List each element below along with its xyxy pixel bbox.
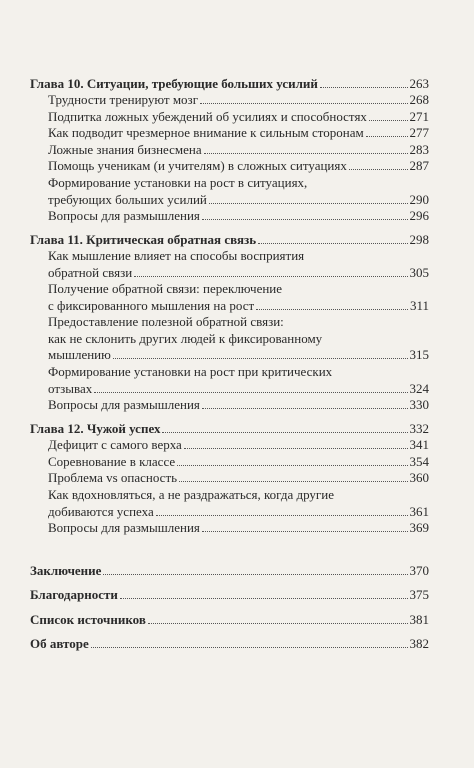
toc-entry-title: Глава 10. Ситуации, требующие больших усилий [30,76,318,91]
toc-entry-row [48,192,429,207]
dot-leader [120,598,408,599]
dot-leader [94,392,407,393]
toc-entry-row [48,520,429,535]
dot-leader [209,203,408,204]
toc-entry-row [30,636,429,651]
toc-page-number: 341 [409,437,429,452]
toc-entry-title: Список источников [30,612,146,627]
toc-entry-row [30,421,429,436]
toc-entry-title: Соревнование в классе [48,454,176,469]
dot-leader [162,432,407,433]
toc-entry-row [48,504,429,519]
toc-entry-row [48,298,429,313]
toc-entry-title: Глава 11. Критическая обратная связь [30,232,257,247]
toc-page-number: 354 [409,454,429,469]
toc-page-number: 360 [409,470,429,485]
toc-entry-row [48,125,429,140]
dot-leader [156,515,408,516]
toc-page-number: 381 [409,612,429,627]
toc-entry-title-line: Предоставление полезной обратной связи: [48,314,284,329]
toc-entry-row [48,158,429,173]
dot-leader [177,465,407,466]
toc-entry-title: Как подводит чрезмерное внимание к сильным сторонам [48,125,364,140]
toc-page-number: 332 [409,421,429,436]
toc-entry-title: Проблема vs опасность [48,470,178,485]
toc-entry-row [48,454,429,469]
toc-entry-title: мышлению [48,347,111,363]
toc-page-number: 283 [409,142,429,157]
dot-leader [320,87,408,88]
toc-entry-title-line: Как мышление влияет на способы восприятия [48,248,305,263]
toc-entry-title: отзывах [48,380,93,396]
toc-page-number: 290 [409,191,429,207]
toc-entry-title: требующих больших усилий [48,191,207,207]
toc-entry-title: Заключение [30,563,102,578]
dot-leader [103,574,407,575]
toc-entry-row [48,381,429,396]
dot-leader [369,120,408,121]
dot-leader [148,623,408,624]
toc-entry-title: Подпитка ложных убеждений об усилиях и способностях [48,109,367,124]
toc-entry-title: Трудности тренируют мозг [48,92,199,107]
dot-leader [204,153,408,154]
toc-entry-title-line: как не склонить других людей к фиксированному [48,330,323,346]
toc-entry-title: обратной связи [48,264,133,280]
toc-entry-title-line: Получение обратной связи: переключение [48,281,283,296]
toc-entry-title: с фиксированного мышления на рост [48,297,255,313]
toc-entry-title-line: Формирование установки на рост при критических [48,364,333,379]
toc-entry-row [48,470,429,485]
toc-page-number: 324 [409,380,429,396]
toc-page-number: 305 [409,264,429,280]
toc-entry-title: Дефицит с самого верха [48,437,182,452]
toc-page-number: 369 [409,520,429,535]
dot-leader [349,169,408,170]
toc-page-number: 361 [409,503,429,519]
toc-page-number: 330 [409,397,429,412]
toc-page-number: 271 [409,109,429,124]
toc-page-number: 382 [409,636,429,651]
toc-entry-row [30,563,429,578]
dot-leader [202,408,408,409]
toc-entry-row [48,397,429,412]
toc-entry-title: Вопросы для размышления [48,520,200,535]
toc-entry-row [30,76,429,91]
dot-leader [202,531,408,532]
toc-entry-title: добиваются успеха [48,503,154,519]
toc-page-number: 375 [409,587,429,602]
toc-entry-title: Вопросы для размышления [48,208,200,223]
toc-page-number: 287 [409,158,429,173]
toc-entry-row [48,208,429,223]
toc-page-number: 315 [409,347,429,363]
dot-leader [113,358,408,359]
toc-page-number: 277 [409,125,429,140]
dot-leader [256,309,408,310]
dot-leader [200,103,407,104]
toc-entry-title: Ложные знания бизнесмена [48,142,202,157]
toc-page-number: 263 [409,76,429,91]
dot-leader [258,243,407,244]
toc-entry-row [30,612,429,627]
toc-entry-row [30,232,429,247]
toc-entry-row [48,347,429,362]
toc-entry-title: Глава 12. Чужой успех [30,421,161,436]
toc-entry-row [48,92,429,107]
toc-entry-row [48,437,429,452]
toc-entry-title: Помощь ученикам (и учителям) в сложных ситуациях [48,158,347,173]
dot-leader [91,647,408,648]
dot-leader [366,136,408,137]
toc-entry-title: Благодарности [30,587,118,602]
toc-page-number: 370 [409,563,429,578]
toc-entry-row [48,109,429,124]
toc-entry-row [48,142,429,157]
toc-entry-title-line: Как вдохновляться, а не раздражаться, когда другие [48,487,334,502]
toc-entry-row [48,265,429,280]
toc-page-number: 298 [409,232,429,247]
dot-leader [134,276,407,277]
dot-leader [179,481,407,482]
toc-page-number: 296 [409,208,429,223]
toc-entry-title-line: Формирование установки на рост в ситуациях, [48,175,308,190]
dot-leader [184,448,408,449]
toc-entry-row [30,587,429,602]
toc-entry-title: Вопросы для размышления [48,397,200,412]
toc-page-number: 268 [409,92,429,107]
toc-entry-title: Об авторе [30,636,89,651]
dot-leader [202,219,408,220]
toc-page-number: 311 [409,297,429,313]
